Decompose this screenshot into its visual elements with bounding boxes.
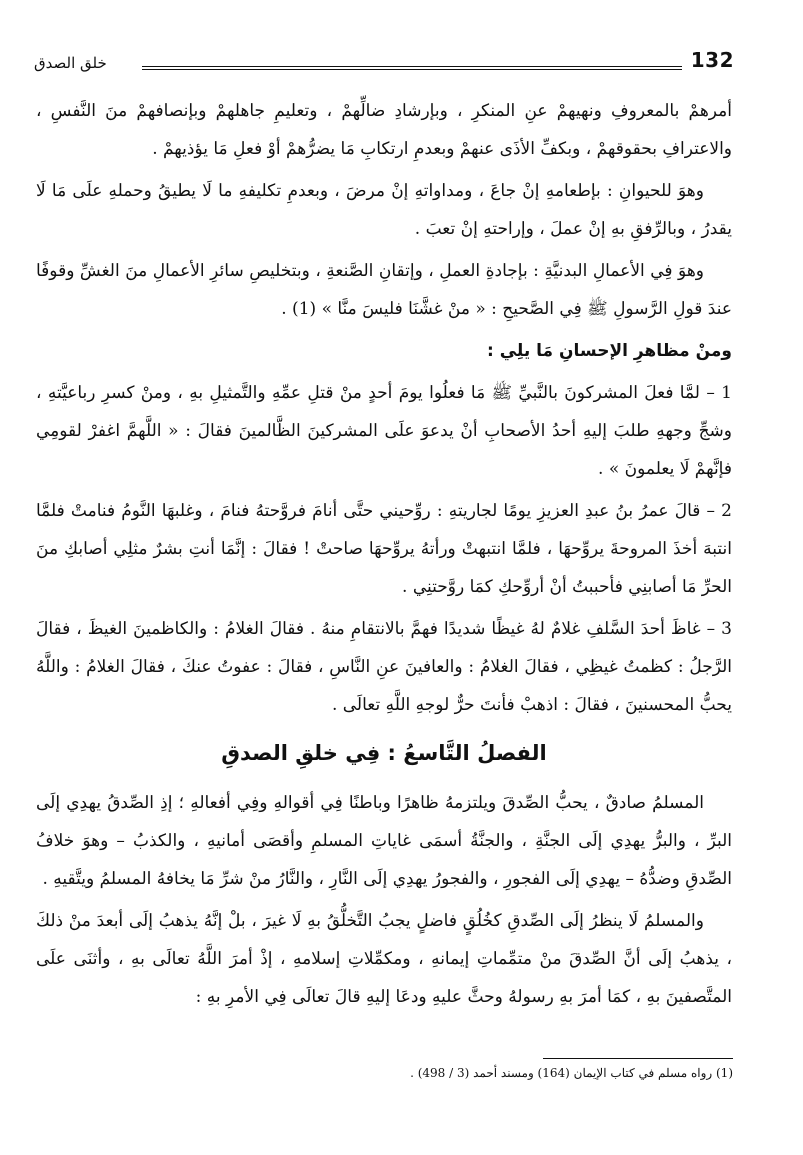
- paragraph: المسلمُ صادقٌ ، يحبُّ الصِّدقَ ويلتزمهُ ظاهرًا وباطنًا فِي أقوالهِ وفِي أفعالهِ ؛ إذِ الصِّدقُ يهدِي إلَى البرِّ ، والبرُّ يهدِي إلَى الجنَّةِ ، والجنَّةُ أسمَى غاياتِ المسلمِ وأقصَى أمانيهِ ، والكذبُ – وهوَ خلافُ الصِّدقِ وضدُّهُ – يهدِي إلَى الفجورِ ، والفجورُ يهدِي إلَى النَّارِ ، والنَّارُ منْ شرِّ مَا يخافهُ المسلمُ ويتَّقيهِ .: [36, 793, 732, 889]
- page-body: [36, 92, 732, 1020]
- list-item: 1 – لمَّا فعلَ المشركونَ بالنَّبيِّ ﷺ مَا فعلُوا يومَ أحدٍ منْ قتلِ عمِّهِ والتَّمثيلِ بهِ ، ومنْ كسرِ رباعيَّتهِ ، وشجِّ وجههِ طلبَ إليهِ أحدُ الأصحابِ أنْ يدعوَ علَى المشركينَ الظَّالمينَ فقالَ : « اللَّهمَّ اغفرْ لقومِي فإنَّهمْ لَا يعلمونَ » .: [36, 383, 732, 479]
- list-item: 2 – قالَ عمرُ بنُ عبدِ العزيزِ يومًا لجاريتهِ : روِّحيني حتَّى أنامَ فروَّحتهُ فنامَ ، وغلبهَا النَّومُ فنامتْ فلمَّا انتبهَ أخذَ المروحةَ يروِّحهَا ، فلمَّا انتبهتْ ورأتهُ يروِّحهَا صاحتْ ! فقالَ : إنَّمَا أنتِ بشرٌ مثلِي أصابكِ منَ الحرِّ مَا أصابنِي فأحببتُ أنْ أروِّحكِ كمَا روَّحتنِي .: [36, 501, 732, 597]
- paragraph: أمرهمْ بالمعروفِ ونهيهمْ عنِ المنكرِ ، وبإرشادِ ضالِّهمْ ، وتعليمِ جاهلهمْ وبإنصافهمْ منَ النَّفسِ ، والاعترافِ بحقوقهمْ ، وبكفِّ الأذَى عنهمْ وبعدمِ ارتكابِ مَا يضرُّهمْ أوْ فعلِ مَا يؤذيهمْ .: [36, 101, 732, 159]
- section-subheading: ومنْ مظاهرِ الإحسانِ مَا يلِي :: [487, 341, 732, 361]
- footnote: (1) رواه مسلم في كتاب الإيمان (164) ومسند أحمد (3 / 498) .: [410, 1066, 733, 1080]
- page-header: [34, 46, 734, 80]
- page-number: 132: [690, 48, 734, 72]
- paragraph: وهوَ للحيوانِ : بإطعامهِ إنْ جاعَ ، ومداواتهِ إنْ مرضَ ، وبعدمِ تكليفهِ ما لَا يطيقُ وحملهِ علَى مَا لَا يقدرُ ، وبالرِّفقِ بهِ إنْ عملَ ، وإراحتهِ إنْ تعبَ .: [36, 181, 732, 239]
- list-item: 3 – غاظَ أحدَ السَّلفِ غلامٌ لهُ غيظًا شديدًا فهمَّ بالانتقامِ منهُ . فقالَ الغلامُ : والكاظمينَ الغيظَ ، فقالَ الرَّجلُ : كظمتُ غيظِي ، فقالَ الغلامُ : والعافينَ عنِ النَّاسِ ، فقالَ : عفوتُ عنكَ ، فقالَ الغلامُ : واللَّهُ يحبُّ المحسنينَ ، فقالَ : اذهبْ فأنتَ حرٌّ لوجهِ اللَّهِ تعالَى .: [36, 619, 732, 715]
- running-title: خلق الصدق: [34, 54, 107, 72]
- header-rule: [142, 66, 682, 70]
- paragraph: والمسلمُ لَا ينظرُ إلَى الصِّدقِ كخُلُقٍ فاضلٍ يجبُ التَّخلُّقُ بهِ لَا غيرَ ، بلْ إنَّهُ يذهبُ إلَى أبعدَ منْ ذلكَ ، يذهبُ إلَى أنَّ الصِّدقَ منْ متمِّماتِ إيمانهِ ، ومكمِّلاتِ إسلامهِ ، إذْ أمرَ اللَّهُ تعالَى بهِ ، وأثنَى علَى المتَّصفينَ بهِ ، كمَا أمرَ بهِ رسولهُ وحثَّ عليهِ ودعَا إليهِ قالَ تعالَى فِي الأمرِ بهِ :: [36, 911, 732, 1007]
- chapter-title: الفصلُ التَّاسعُ : فِي خلقِ الصدقِ: [221, 741, 547, 765]
- paragraph: وهوَ فِي الأعمالِ البدنيَّةِ : بإجادةِ العملِ ، وإتقانِ الصَّنعةِ ، وبتخليصِ سائرِ الأعمالِ منَ الغشِّ وقوفًا عندَ قولِ الرَّسولِ ﷺ فِي الصَّحيحِ : « منْ غشَّنَا فليسَ منَّا » (1) .: [36, 261, 732, 319]
- footnote-rule: [543, 1058, 733, 1059]
